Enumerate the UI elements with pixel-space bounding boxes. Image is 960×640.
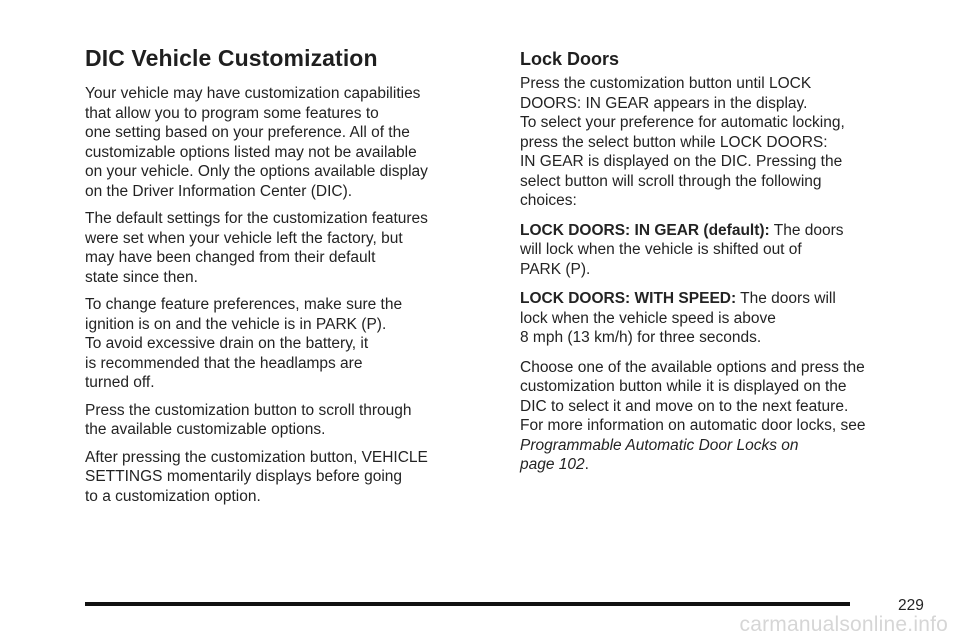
option-with-speed-term: LOCK DOORS: WITH SPEED: bbox=[520, 290, 737, 307]
page-number: 229 bbox=[898, 597, 924, 614]
paragraph-scroll-options: Press the customization button to scroll through the available customizable options. bbox=[85, 401, 412, 438]
option-in-gear-term: LOCK DOORS: IN GEAR (default): bbox=[520, 221, 770, 239]
paragraph-change-preferences: To change feature preferences, make sure the ignition is on and the vehicle is in PARK (P). To avoid excessive drain on the battery, it is recommended that the headlamps are turned off. bbox=[85, 296, 403, 391]
section-heading-lock-doors: Lock Doors bbox=[520, 49, 620, 69]
left-column bbox=[85, 44, 495, 514]
watermark-text: carmanualsonline.info bbox=[739, 613, 948, 636]
page-title: DIC Vehicle Customization bbox=[85, 45, 378, 71]
closing-period: . bbox=[584, 456, 589, 473]
paragraph-intro: Your vehicle may have customization capabilities that allow you to program some features to one setting based on your preference. All of the customizable options listed may not be available on your vehicle. Only the options available display on the Driver Information Center (DIC). bbox=[85, 85, 428, 200]
option-with-speed bbox=[520, 289, 935, 348]
closing-text: Choose one of the available options and press the customization button while it is displayed on the DIC to select it and move on to the next feature. For more information on automatic door locks, see bbox=[520, 358, 866, 434]
cross-reference-link[interactable]: Programmable Automatic Door Locks on page 102 bbox=[520, 436, 799, 473]
paragraph-vehicle-settings: After pressing the customization button, VEHICLE SETTINGS momentarily displays before going to a customization option. bbox=[85, 448, 428, 505]
footer-rule bbox=[85, 602, 850, 606]
option-in-gear-text: The doors will lock when the vehicle is shifted out of PARK (P). bbox=[520, 221, 844, 278]
option-in-gear bbox=[520, 221, 935, 280]
right-column bbox=[520, 48, 935, 485]
option-with-speed-text: The doors will lock when the vehicle speed is above 8 mph (13 km/h) for three seconds. bbox=[520, 290, 836, 346]
paragraph-closing bbox=[520, 358, 935, 475]
paragraph-lock-doors-intro: Press the customization button until LOCK DOORS: IN GEAR appears in the display. To select your preference for automatic locking, press the select button while LOCK DOORS: IN GEAR is displayed on the DIC. Pressing the select button will scroll through the following choices: bbox=[520, 75, 845, 209]
paragraph-defaults: The default settings for the customization features were set when your vehicle left the factory, but may have been changed from their default state since then. bbox=[85, 210, 428, 286]
